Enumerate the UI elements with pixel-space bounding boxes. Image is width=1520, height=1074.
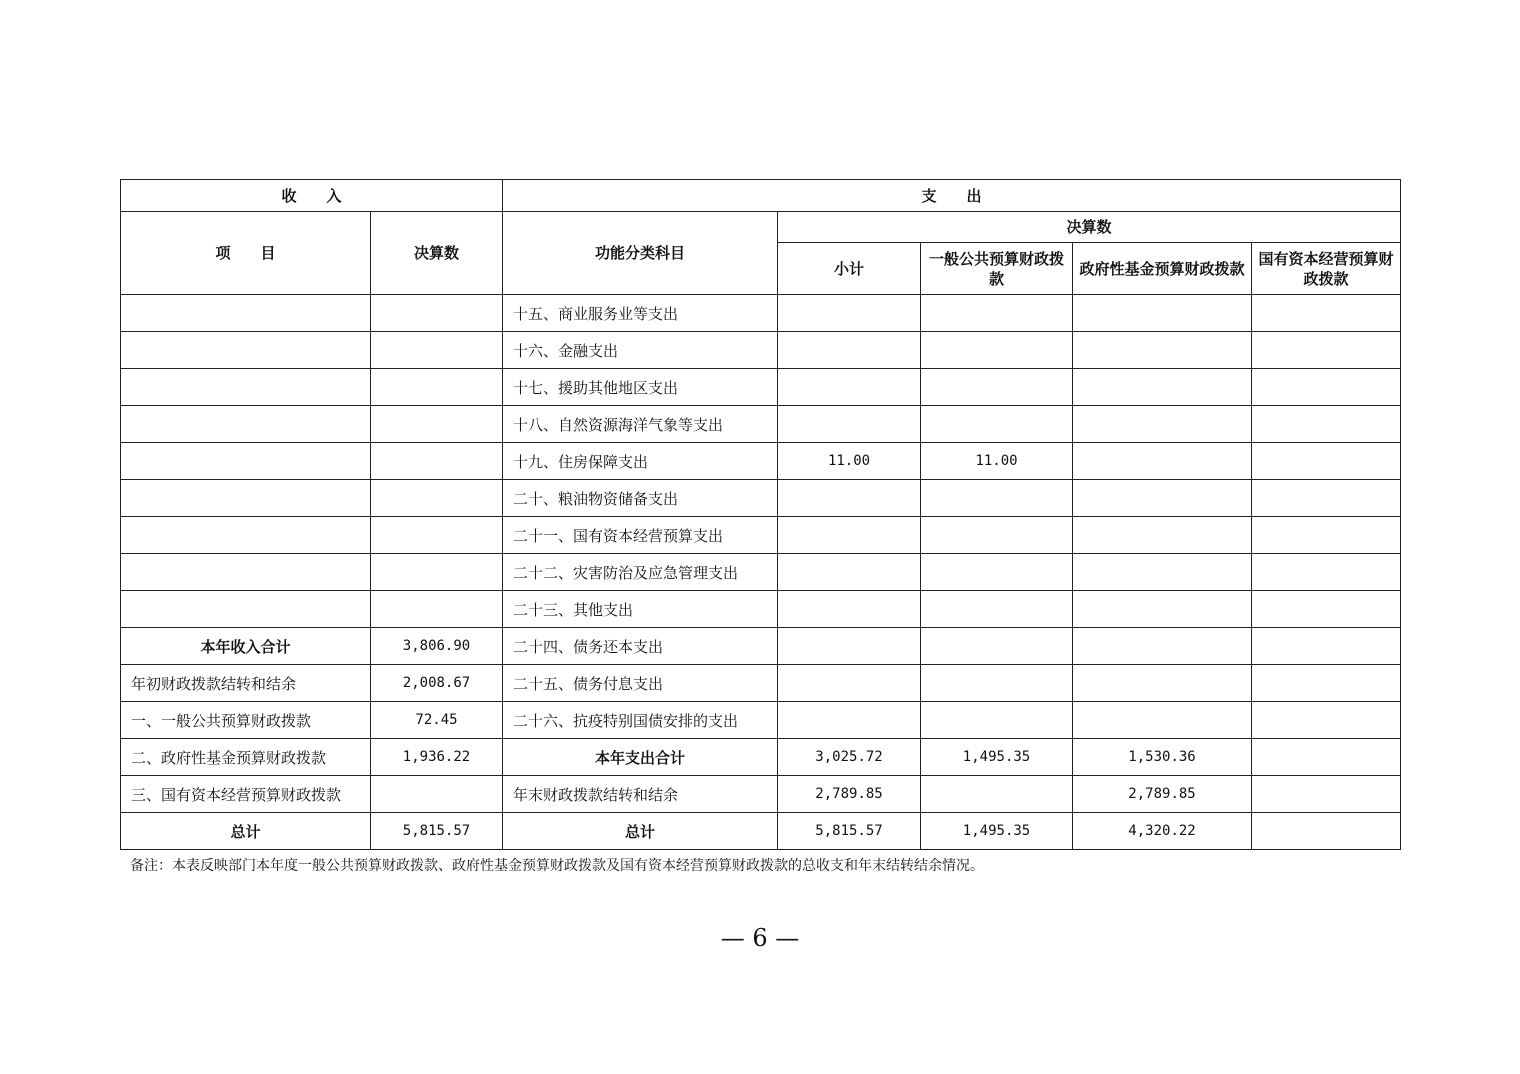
gov-fund-cell — [1073, 480, 1252, 517]
income-cell: 72.45 — [371, 702, 503, 739]
gov-fund-cell — [1073, 369, 1252, 406]
state-capital-cell — [1252, 517, 1401, 554]
table-row — [121, 665, 1401, 702]
gov-fund-cell — [1073, 443, 1252, 480]
subtotal-cell — [778, 702, 921, 739]
income-cell — [371, 591, 503, 628]
general-budget-cell — [921, 591, 1073, 628]
subtotal-cell — [778, 480, 921, 517]
expense-header: 支 出 — [503, 180, 1401, 212]
gov-fund-header: 政府性基金预算财政拨款 — [1073, 243, 1252, 295]
gov-fund-cell — [1073, 591, 1252, 628]
income-cell — [371, 332, 503, 369]
page-number: — 6 — — [720, 924, 800, 952]
item-cell — [121, 517, 371, 554]
subtotal-cell — [778, 406, 921, 443]
item-cell — [121, 480, 371, 517]
table-row — [121, 406, 1401, 443]
item-cell: 三、国有资本经营预算财政拨款 — [121, 776, 371, 813]
function-category-header: 功能分类科目 — [503, 212, 778, 295]
state-capital-cell — [1252, 813, 1401, 850]
table-note: 备注：本表反映部门本年度一般公共预算财政拨款、政府性基金预算财政拨款及国有资本经营预算财政拨款的总收支和年末结转结余情况。 — [130, 858, 984, 874]
gov-fund-cell — [1073, 665, 1252, 702]
general-budget-cell — [921, 480, 1073, 517]
state-capital-cell — [1252, 369, 1401, 406]
table-row — [121, 554, 1401, 591]
subtotal-cell: 11.00 — [778, 443, 921, 480]
income-cell — [371, 776, 503, 813]
item-cell — [121, 591, 371, 628]
table-row — [121, 517, 1401, 554]
general-budget-cell — [921, 332, 1073, 369]
category-cell: 本年支出合计 — [503, 739, 778, 776]
gov-fund-cell: 4,320.22 — [1073, 813, 1252, 850]
category-cell: 二十一、国有资本经营预算支出 — [503, 517, 778, 554]
gov-fund-cell — [1073, 332, 1252, 369]
category-cell: 二十六、抗疫特别国债安排的支出 — [503, 702, 778, 739]
category-cell: 十七、援助其他地区支出 — [503, 369, 778, 406]
subtotal-header: 小计 — [778, 243, 921, 295]
income-cell — [371, 554, 503, 591]
gov-fund-cell — [1073, 517, 1252, 554]
income-cell — [371, 369, 503, 406]
state-capital-cell — [1252, 591, 1401, 628]
income-cell: 1,936.22 — [371, 739, 503, 776]
category-cell: 二十三、其他支出 — [503, 591, 778, 628]
subtotal-cell — [778, 628, 921, 665]
income-cell — [371, 517, 503, 554]
state-capital-cell — [1252, 332, 1401, 369]
gov-fund-cell — [1073, 554, 1252, 591]
gov-fund-cell — [1073, 295, 1252, 332]
item-cell: 本年收入合计 — [121, 628, 371, 665]
item-cell: 总计 — [121, 813, 371, 850]
category-cell: 总计 — [503, 813, 778, 850]
general-budget-cell — [921, 628, 1073, 665]
general-budget-cell — [921, 776, 1073, 813]
item-cell — [121, 295, 371, 332]
category-cell: 年末财政拨款结转和结余 — [503, 776, 778, 813]
item-cell — [121, 443, 371, 480]
subtotal-cell — [778, 332, 921, 369]
state-capital-cell — [1252, 628, 1401, 665]
state-capital-cell — [1252, 480, 1401, 517]
table-row — [121, 739, 1401, 776]
general-budget-cell: 1,495.35 — [921, 813, 1073, 850]
income-cell — [371, 480, 503, 517]
state-capital-cell — [1252, 406, 1401, 443]
state-capital-cell — [1252, 739, 1401, 776]
gov-fund-cell — [1073, 628, 1252, 665]
state-capital-header: 国有资本经营预算财政拨款 — [1252, 243, 1401, 295]
category-cell: 十六、金融支出 — [503, 332, 778, 369]
item-cell — [121, 369, 371, 406]
header-row-1 — [121, 180, 1401, 212]
gov-fund-cell: 2,789.85 — [1073, 776, 1252, 813]
income-cell — [371, 295, 503, 332]
subtotal-cell — [778, 554, 921, 591]
income-cell — [371, 443, 503, 480]
general-budget-cell — [921, 406, 1073, 443]
gov-fund-cell — [1073, 406, 1252, 443]
table-row — [121, 776, 1401, 813]
state-capital-cell — [1252, 702, 1401, 739]
item-cell — [121, 332, 371, 369]
gov-fund-cell — [1073, 702, 1252, 739]
table-row — [121, 591, 1401, 628]
table-row — [121, 813, 1401, 850]
item-cell: 二、政府性基金预算财政拨款 — [121, 739, 371, 776]
gov-fund-cell: 1,530.36 — [1073, 739, 1252, 776]
category-cell: 十八、自然资源海洋气象等支出 — [503, 406, 778, 443]
state-capital-cell — [1252, 295, 1401, 332]
subtotal-cell — [778, 591, 921, 628]
general-budget-cell — [921, 369, 1073, 406]
subtotal-cell — [778, 517, 921, 554]
category-cell: 十五、商业服务业等支出 — [503, 295, 778, 332]
expense-amount-header: 决算数 — [778, 212, 1401, 243]
general-budget-cell — [921, 554, 1073, 591]
table-row — [121, 332, 1401, 369]
general-budget-cell — [921, 665, 1073, 702]
category-cell: 二十四、债务还本支出 — [503, 628, 778, 665]
category-cell: 二十、粮油物资储备支出 — [503, 480, 778, 517]
table-row — [121, 628, 1401, 665]
table-row — [121, 443, 1401, 480]
table-body — [121, 295, 1401, 850]
table-row — [121, 480, 1401, 517]
state-capital-cell — [1252, 776, 1401, 813]
general-budget-cell: 11.00 — [921, 443, 1073, 480]
table-row — [121, 702, 1401, 739]
subtotal-cell: 3,025.72 — [778, 739, 921, 776]
fiscal-appropriation-table — [120, 179, 1401, 850]
income-cell: 3,806.90 — [371, 628, 503, 665]
item-cell — [121, 406, 371, 443]
item-cell: 年初财政拨款结转和结余 — [121, 665, 371, 702]
category-cell: 十九、住房保障支出 — [503, 443, 778, 480]
subtotal-cell — [778, 295, 921, 332]
general-budget-cell — [921, 702, 1073, 739]
item-header: 项 目 — [121, 212, 371, 295]
header-row-2 — [121, 212, 1401, 243]
item-cell — [121, 554, 371, 591]
category-cell: 二十五、债务付息支出 — [503, 665, 778, 702]
table-row — [121, 369, 1401, 406]
item-cell: 一、一般公共预算财政拨款 — [121, 702, 371, 739]
subtotal-cell: 5,815.57 — [778, 813, 921, 850]
general-budget-cell — [921, 517, 1073, 554]
table-row — [121, 295, 1401, 332]
general-budget-cell: 1,495.35 — [921, 739, 1073, 776]
category-cell: 二十二、灾害防治及应急管理支出 — [503, 554, 778, 591]
state-capital-cell — [1252, 443, 1401, 480]
subtotal-cell — [778, 665, 921, 702]
subtotal-cell — [778, 369, 921, 406]
state-capital-cell — [1252, 554, 1401, 591]
income-cell: 5,815.57 — [371, 813, 503, 850]
income-cell — [371, 406, 503, 443]
income-header: 收 入 — [121, 180, 503, 212]
subtotal-cell: 2,789.85 — [778, 776, 921, 813]
general-budget-cell — [921, 295, 1073, 332]
state-capital-cell — [1252, 665, 1401, 702]
general-budget-header: 一般公共预算财政拨款 — [921, 243, 1073, 295]
income-cell: 2,008.67 — [371, 665, 503, 702]
income-amount-header: 决算数 — [371, 212, 503, 295]
